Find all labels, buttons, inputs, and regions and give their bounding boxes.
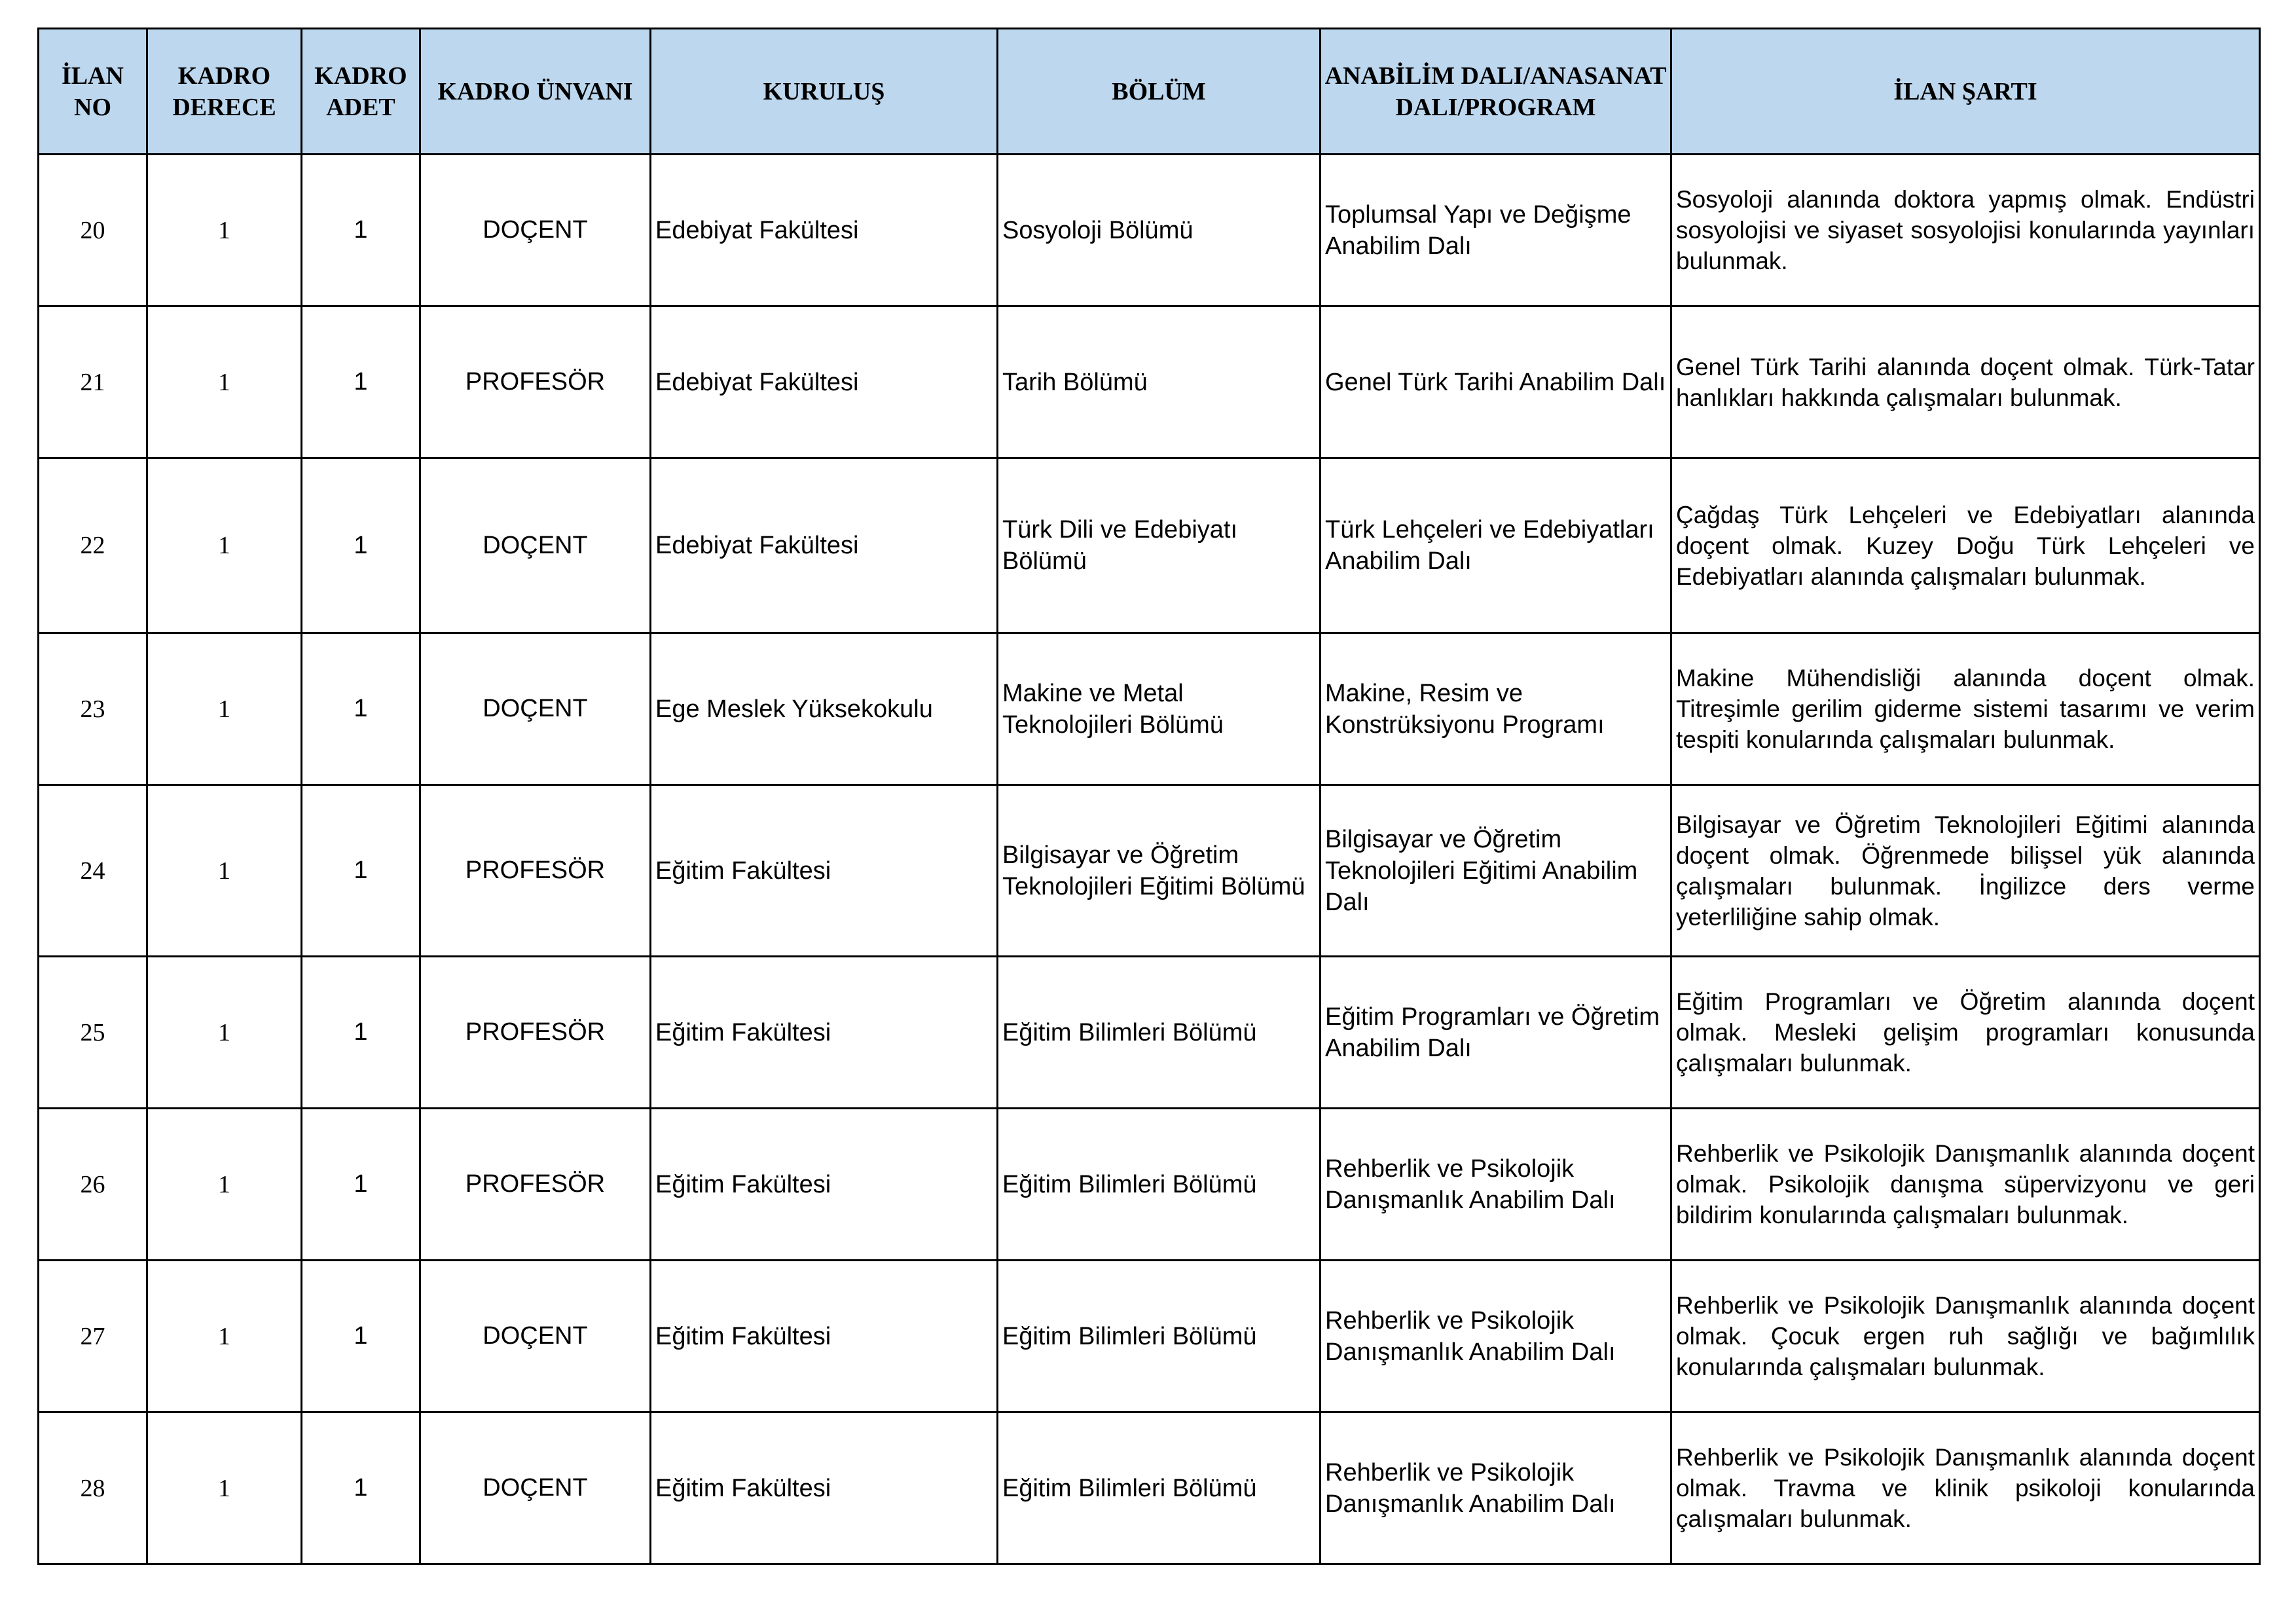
ilan-no-cell: 21	[39, 306, 147, 458]
kadro-adet-cell: 1	[302, 1412, 420, 1564]
kadro-unvani-cell: DOÇENT	[420, 155, 651, 306]
header-kurulus: KURULUŞ	[651, 29, 998, 155]
kadro-adet-cell: 1	[302, 306, 420, 458]
kadro-derece-cell: 1	[147, 957, 302, 1109]
ilan-no-cell: 26	[39, 1109, 147, 1261]
ilan-no-cell: 28	[39, 1412, 147, 1564]
table-row	[39, 957, 2260, 1109]
ilan-sarti-cell: Makine Mühendisliği alanında doçent olmak. Titreşimle gerilim giderme sistemi tasarımı ve verim tespiti konularında çalışmaları bulunmak.	[1671, 633, 2260, 785]
anabilim-cell: Rehberlik ve Psikolojik Danışmanlık Anabilim Dalı	[1321, 1261, 1671, 1412]
ilan-no-cell: 24	[39, 785, 147, 957]
kadro-derece-cell: 1	[147, 458, 302, 633]
ilan-sarti-cell: Eğitim Programları ve Öğretim alanında doçent olmak. Mesleki gelişim programları konusunda çalışmaları bulunmak.	[1671, 957, 2260, 1109]
kadro-derece-cell: 1	[147, 785, 302, 957]
ilan-no-cell: 23	[39, 633, 147, 785]
kadro-derece-cell: 1	[147, 155, 302, 306]
ilan-sarti-cell: Rehberlik ve Psikolojik Danışmanlık alanında doçent olmak. Psikolojik danışma süpervizyonu ve geri bildirim konularında çalışmaları bulunmak.	[1671, 1109, 2260, 1261]
table-row	[39, 1109, 2260, 1261]
kadro-adet-cell: 1	[302, 785, 420, 957]
kadro-unvani-cell: PROFESÖR	[420, 957, 651, 1109]
kadro-unvani-cell: PROFESÖR	[420, 785, 651, 957]
header-kadro-derece: KADRO DERECE	[147, 29, 302, 155]
document-page	[37, 28, 2259, 1565]
kadro-unvani-cell: DOÇENT	[420, 1261, 651, 1412]
table-row	[39, 155, 2260, 306]
bolum-cell: Türk Dili ve Edebiyatı Bölümü	[998, 458, 1321, 633]
kurulus-cell: Eğitim Fakültesi	[651, 1261, 998, 1412]
header-kadro-adet: KADRO ADET	[302, 29, 420, 155]
table-header-row	[39, 29, 2260, 155]
kurulus-cell: Eğitim Fakültesi	[651, 957, 998, 1109]
header-bolum: BÖLÜM	[998, 29, 1321, 155]
ilan-sarti-cell: Bilgisayar ve Öğretim Teknolojileri Eğitimi alanında doçent olmak. Öğrenmede bilişsel yük alanında çalışmaları bulunmak. İngilizce ders verme yeterliliğine sahip olmak.	[1671, 785, 2260, 957]
anabilim-cell: Toplumsal Yapı ve Değişme Anabilim Dalı	[1321, 155, 1671, 306]
kadro-adet-cell: 1	[302, 155, 420, 306]
kurulus-cell: Ege Meslek Yüksekokulu	[651, 633, 998, 785]
anabilim-cell: Türk Lehçeleri ve Edebiyatları Anabilim Dalı	[1321, 458, 1671, 633]
ilan-no-cell: 22	[39, 458, 147, 633]
ilan-no-cell: 20	[39, 155, 147, 306]
anabilim-cell: Bilgisayar ve Öğretim Teknolojileri Eğitimi Anabilim Dalı	[1321, 785, 1671, 957]
ilan-sarti-cell: Sosyoloji alanında doktora yapmış olmak. Endüstri sosyolojisi ve siyaset sosyolojisi konularında yayınları bulunmak.	[1671, 155, 2260, 306]
header-ilan-sarti: İLAN ŞARTI	[1671, 29, 2260, 155]
header-kadro-unvani: KADRO ÜNVANI	[420, 29, 651, 155]
bolum-cell: Eğitim Bilimleri Bölümü	[998, 957, 1321, 1109]
kadro-unvani-cell: DOÇENT	[420, 1412, 651, 1564]
table-row	[39, 306, 2260, 458]
ilan-sarti-cell: Çağdaş Türk Lehçeleri ve Edebiyatları alanında doçent olmak. Kuzey Doğu Türk Lehçeleri ve Edebiyatları alanında çalışmaları bulunmak.	[1671, 458, 2260, 633]
bolum-cell: Eğitim Bilimleri Bölümü	[998, 1109, 1321, 1261]
kadro-adet-cell: 1	[302, 1109, 420, 1261]
ilan-no-cell: 25	[39, 957, 147, 1109]
kadro-derece-cell: 1	[147, 633, 302, 785]
bolum-cell: Eğitim Bilimleri Bölümü	[998, 1412, 1321, 1564]
kadro-unvani-cell: DOÇENT	[420, 633, 651, 785]
anabilim-cell: Makine, Resim ve Konstrüksiyonu Programı	[1321, 633, 1671, 785]
ilan-sarti-cell: Rehberlik ve Psikolojik Danışmanlık alanında doçent olmak. Çocuk ergen ruh sağlığı ve bağımlılık konularında çalışmaları bulunmak.	[1671, 1261, 2260, 1412]
kurulus-cell: Edebiyat Fakültesi	[651, 458, 998, 633]
kadro-derece-cell: 1	[147, 1412, 302, 1564]
header-ilan-no: İLAN NO	[39, 29, 147, 155]
kurulus-cell: Edebiyat Fakültesi	[651, 306, 998, 458]
anabilim-cell: Genel Türk Tarihi Anabilim Dalı	[1321, 306, 1671, 458]
bolum-cell: Tarih Bölümü	[998, 306, 1321, 458]
kadro-adet-cell: 1	[302, 957, 420, 1109]
kadro-unvani-cell: PROFESÖR	[420, 1109, 651, 1261]
bolum-cell: Makine ve Metal Teknolojileri Bölümü	[998, 633, 1321, 785]
ilan-sarti-cell: Rehberlik ve Psikolojik Danışmanlık alanında doçent olmak. Travma ve klinik psikoloji konularında çalışmaları bulunmak.	[1671, 1412, 2260, 1564]
kadro-adet-cell: 1	[302, 633, 420, 785]
kurulus-cell: Eğitim Fakültesi	[651, 1109, 998, 1261]
bolum-cell: Eğitim Bilimleri Bölümü	[998, 1261, 1321, 1412]
kadro-adet-cell: 1	[302, 1261, 420, 1412]
bolum-cell: Sosyoloji Bölümü	[998, 155, 1321, 306]
kurulus-cell: Edebiyat Fakültesi	[651, 155, 998, 306]
kurulus-cell: Eğitim Fakültesi	[651, 785, 998, 957]
table-row	[39, 1412, 2260, 1564]
kadro-unvani-cell: PROFESÖR	[420, 306, 651, 458]
ilan-sarti-cell: Genel Türk Tarihi alanında doçent olmak. Türk-Tatar hanlıkları hakkında çalışmaları bulunmak.	[1671, 306, 2260, 458]
anabilim-cell: Eğitim Programları ve Öğretim Anabilim Dalı	[1321, 957, 1671, 1109]
table-row	[39, 1261, 2260, 1412]
position-listing-table	[37, 28, 2261, 1565]
table-row	[39, 458, 2260, 633]
kadro-unvani-cell: DOÇENT	[420, 458, 651, 633]
kadro-derece-cell: 1	[147, 306, 302, 458]
kadro-adet-cell: 1	[302, 458, 420, 633]
table-row	[39, 785, 2260, 957]
anabilim-cell: Rehberlik ve Psikolojik Danışmanlık Anabilim Dalı	[1321, 1412, 1671, 1564]
table-row	[39, 633, 2260, 785]
kurulus-cell: Eğitim Fakültesi	[651, 1412, 998, 1564]
header-anabilim: ANABİLİM DALI/ANASANAT DALI/PROGRAM	[1321, 29, 1671, 155]
anabilim-cell: Rehberlik ve Psikolojik Danışmanlık Anabilim Dalı	[1321, 1109, 1671, 1261]
kadro-derece-cell: 1	[147, 1109, 302, 1261]
kadro-derece-cell: 1	[147, 1261, 302, 1412]
ilan-no-cell: 27	[39, 1261, 147, 1412]
bolum-cell: Bilgisayar ve Öğretim Teknolojileri Eğitimi Bölümü	[998, 785, 1321, 957]
